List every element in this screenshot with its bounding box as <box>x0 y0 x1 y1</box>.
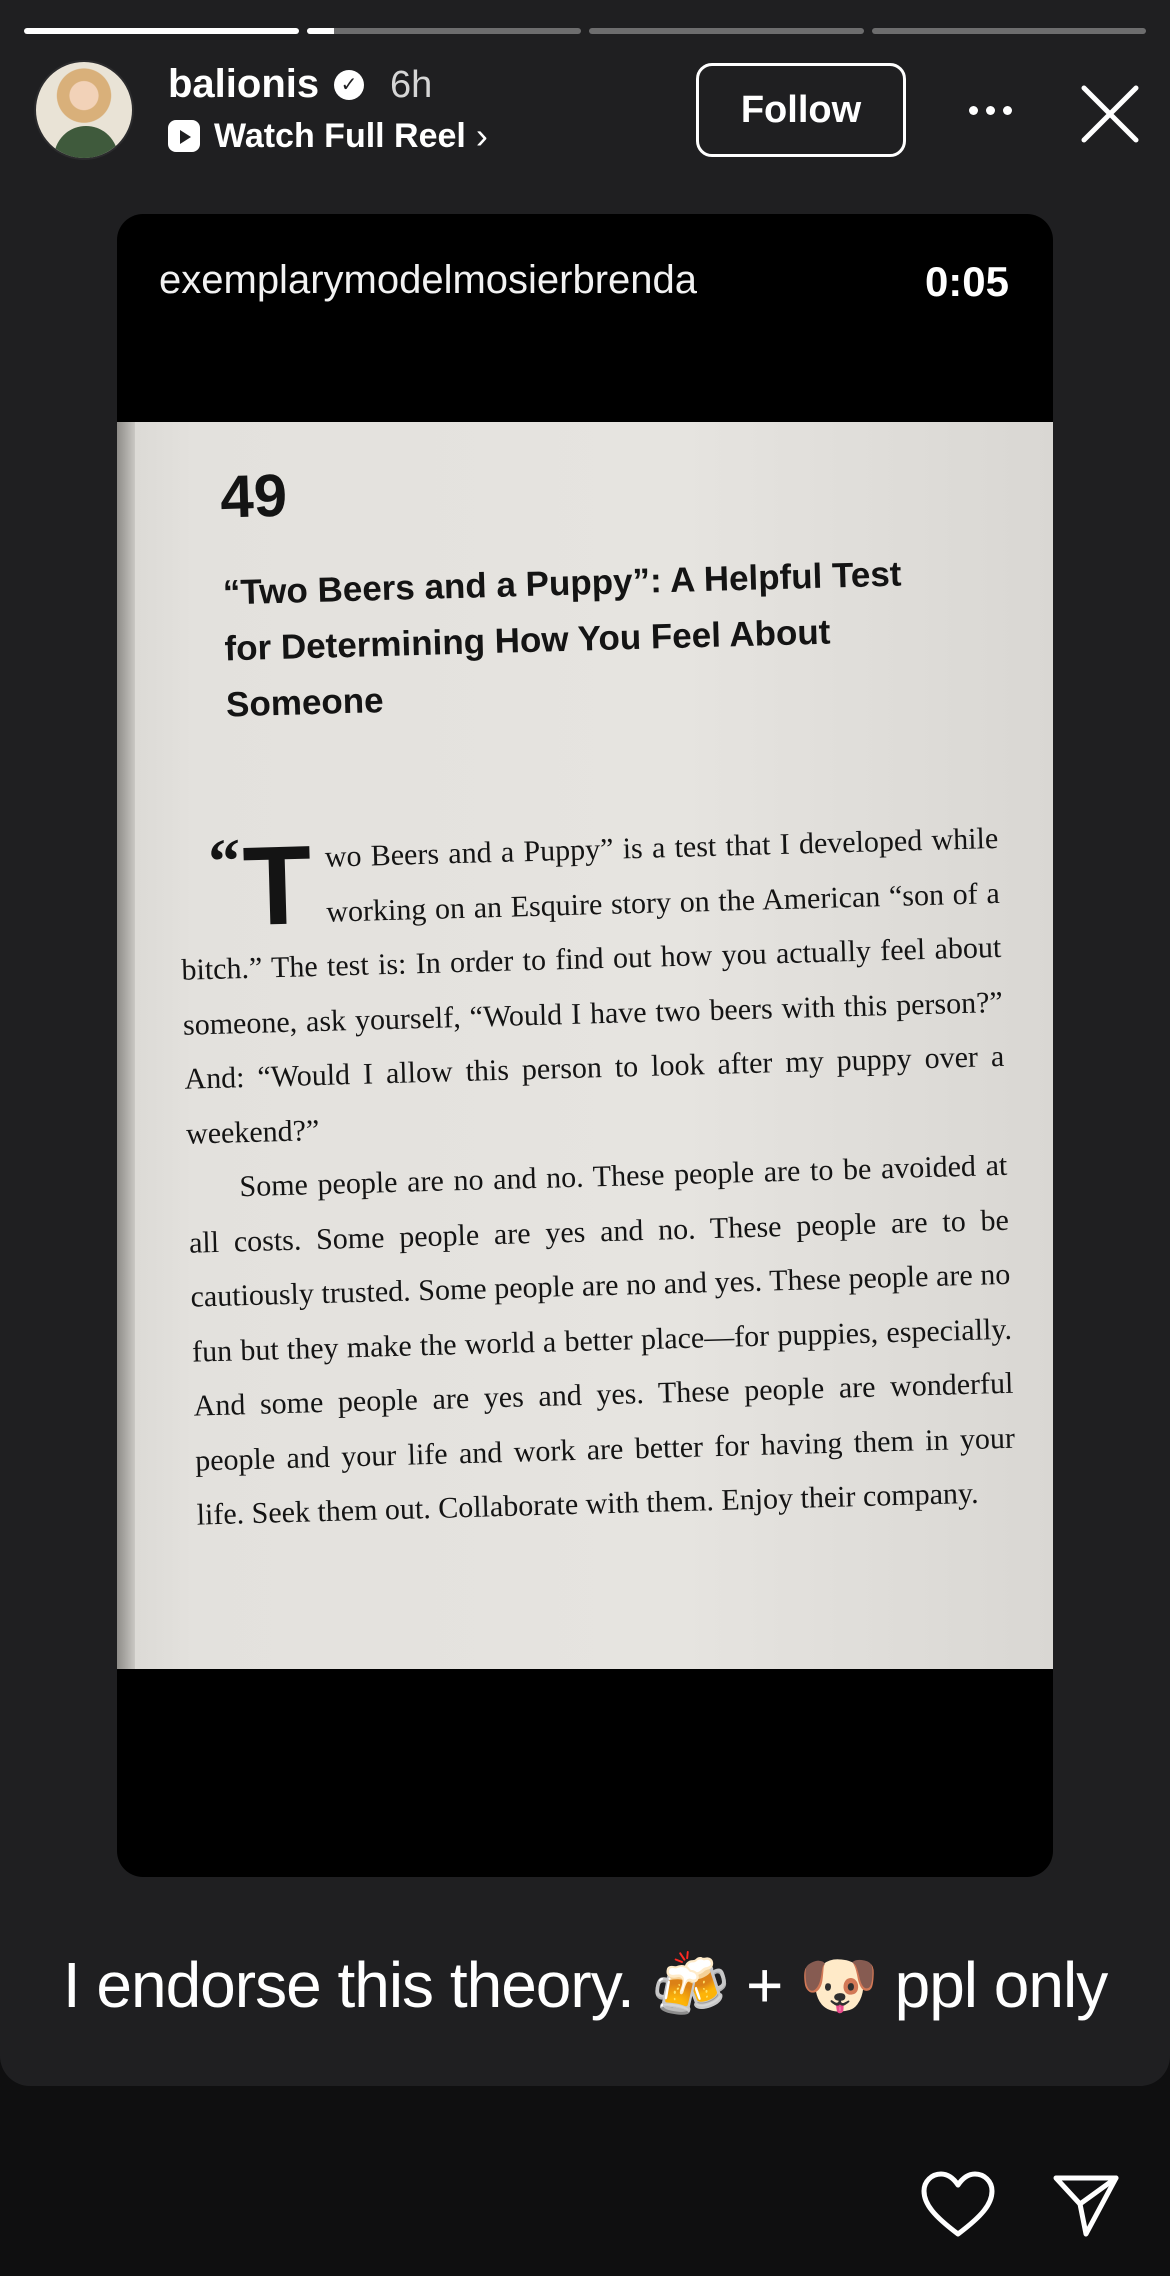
heart-icon[interactable] <box>920 2170 996 2240</box>
reel-author-username[interactable]: exemplarymodelmosierbrenda <box>159 258 698 302</box>
progress-segment <box>872 28 1147 34</box>
follow-button[interactable]: Follow <box>696 63 906 157</box>
progress-segment <box>24 28 299 34</box>
story-progress-bar <box>24 28 1146 34</box>
watch-full-reel-link[interactable] <box>168 114 488 158</box>
paragraph-1-text: wo Beers and a Puppy” is a test that I developed while working on an Esquire story on the American “son of a bitch.” The test is: In order to find out how you actually feel about someone, ask yourself, “Would I have two beers with this person?” And: “Would I allow this person to look after my puppy over a weekend?” <box>181 821 1005 1151</box>
progress-segment <box>589 28 864 34</box>
progress-segment <box>307 28 582 34</box>
video-timestamp: 0:05 <box>924 258 1009 305</box>
send-icon[interactable] <box>1050 2170 1122 2240</box>
dropcap: “T <box>207 822 314 950</box>
verified-badge-icon: ✓ <box>334 70 364 100</box>
chevron-right-icon: › <box>475 115 488 156</box>
shared-reel-video[interactable] <box>117 214 1053 1877</box>
watch-full-reel-label: Watch Full Reel <box>214 116 466 155</box>
book-page-photo <box>117 422 1053 1669</box>
chapter-title: “Two Beers and a Puppy”: A Helpful Test for Determining How You Feel About Someone <box>222 554 902 725</box>
post-time: 6h <box>390 64 433 106</box>
book-binding <box>117 422 135 1669</box>
paragraph-2: Some people are no and no. These people are to be avoided at all costs. Some people are yes and no. These people are to be cautiously trusted. Some people are no and yes. These people are no fun but they make the world a better place—for puppies, especially. And some people are yes and yes. These people are wonderful people and your life and work are better for having them in your life. Seek them out. Collaborate with them. Enjoy their company. <box>188 1148 1016 1532</box>
book-body-text <box>178 812 1017 1543</box>
close-icon[interactable] <box>1074 78 1146 150</box>
more-options-icon[interactable] <box>960 90 1020 130</box>
book-page-content <box>167 429 1027 1543</box>
story-caption: I endorse this theory. 🍻 + 🐶 ppl only <box>62 1949 1108 2021</box>
username[interactable]: balionis <box>168 62 320 106</box>
avatar[interactable] <box>34 60 134 160</box>
paragraph-1 <box>178 812 1007 1162</box>
reels-icon <box>168 120 200 152</box>
page-number: 49 <box>219 461 288 531</box>
